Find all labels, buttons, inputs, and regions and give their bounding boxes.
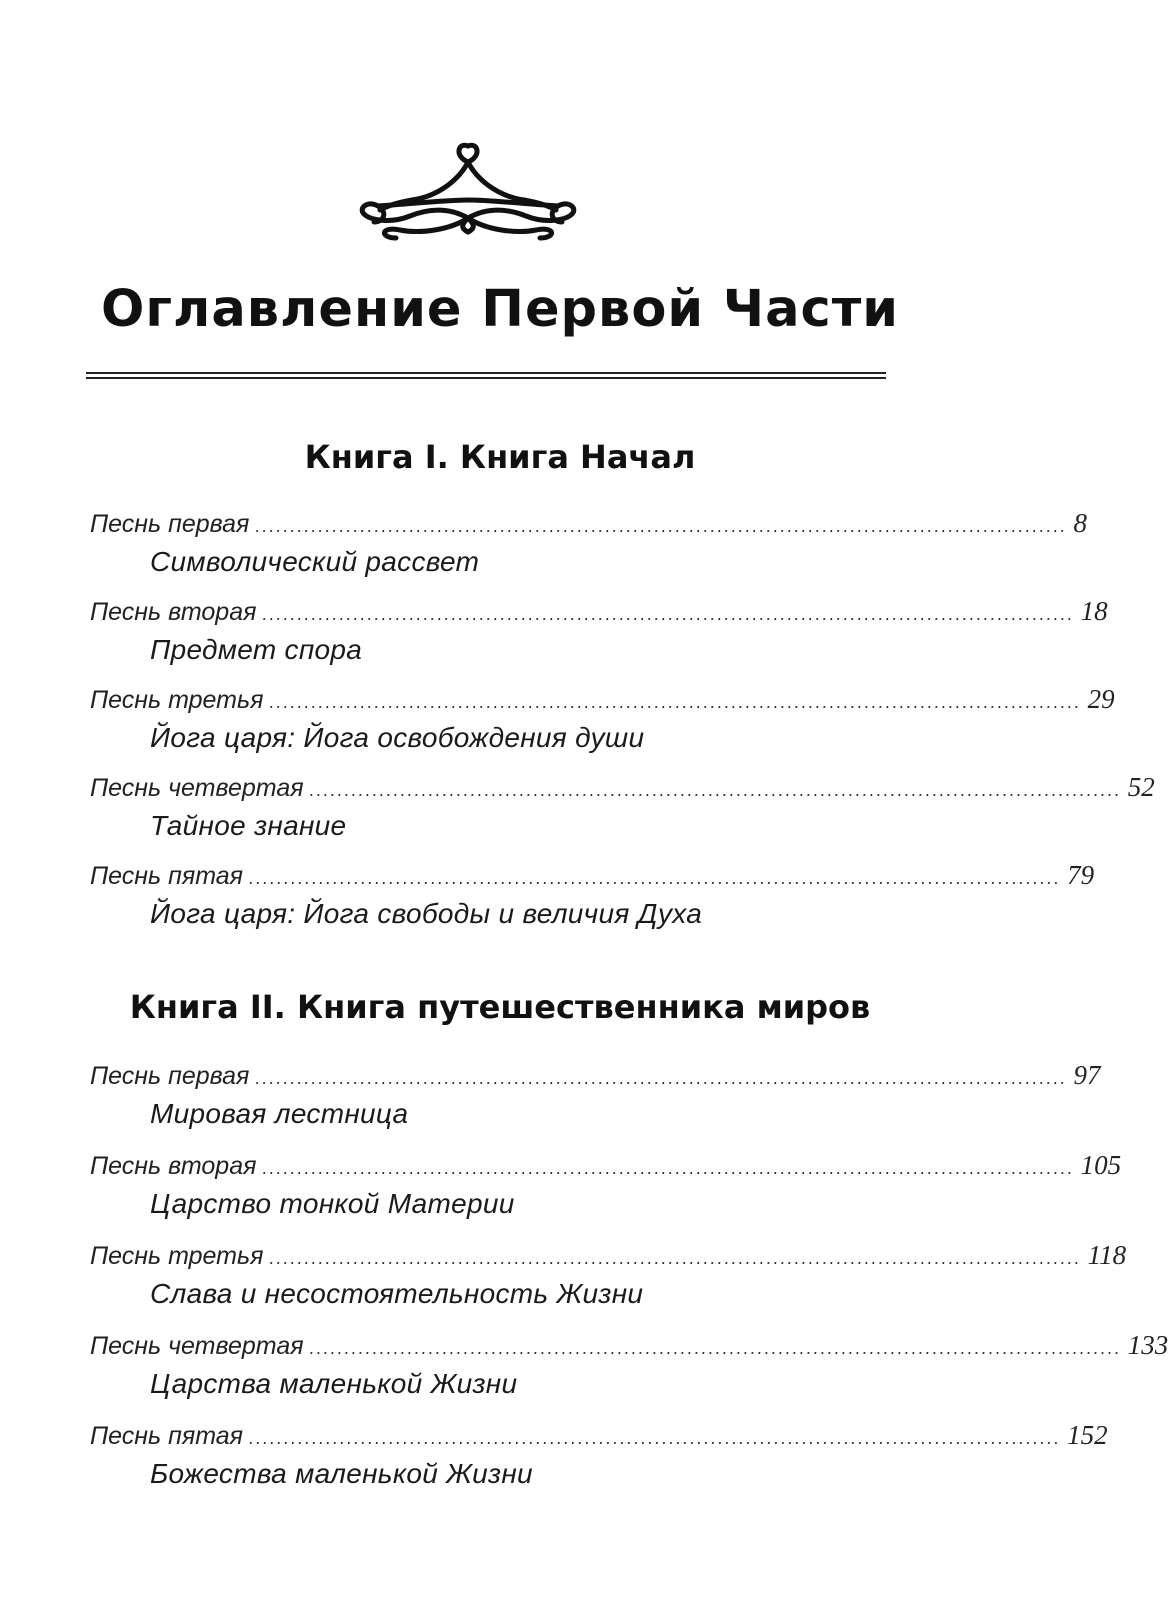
toc-entry[interactable] [90,1060,1101,1134]
page-number: 133 [1127,1330,1168,1360]
toc-entry[interactable] [90,596,1108,670]
page-title: Оглавление Первой Части [100,280,900,339]
toc-entry[interactable] [90,772,1155,846]
canto-subtitle: Слава и несостоятельность Жизни [150,1278,644,1309]
canto-subtitle: Предмет спора [150,634,363,665]
canto-subtitle: Символический рассвет [150,546,480,577]
canto-label: Песнь первая [90,510,250,538]
canto-label: Песнь третья [90,686,264,714]
toc-entry[interactable] [90,508,1088,582]
canto-label: Песнь пятая [90,1422,244,1450]
page-number: 52 [1127,772,1155,802]
book-heading: Книга II. Книга путешественника миров [129,988,871,1026]
page-number: 8 [1073,508,1088,538]
toc-entry[interactable] [90,1420,1108,1494]
canto-subtitle: Йога царя: Йога свободы и величия Духа [150,898,703,929]
page-number: 105 [1080,1150,1122,1180]
toc-entry[interactable] [90,684,1115,758]
ornament-icon [350,138,586,258]
canto-label: Песнь вторая [90,598,257,626]
dot-leader: .................................................................................................................... [249,868,1062,888]
page-number: 97 [1073,1060,1101,1090]
page-number: 29 [1087,684,1115,714]
toc-entry[interactable] [90,1150,1122,1224]
dot-leader: .................................................................................................................... [255,516,1068,536]
page-number: 18 [1080,596,1108,626]
toc-entry[interactable] [90,860,1095,934]
canto-subtitle: Божества маленькой Жизни [150,1458,533,1489]
canto-label: Песнь первая [90,1062,250,1090]
canto-subtitle: Йога царя: Йога освобождения души [150,722,645,753]
dot-leader: .................................................................................................................... [309,1338,1122,1358]
canto-subtitle: Царства маленькой Жизни [150,1368,518,1399]
dot-leader: .................................................................................................................... [269,1248,1082,1268]
dot-leader: .................................................................................................................... [262,1158,1075,1178]
canto-label: Песнь вторая [90,1152,257,1180]
toc-entry[interactable] [90,1330,1168,1404]
canto-label: Песнь третья [90,1242,264,1270]
canto-subtitle: Мировая лестница [150,1098,409,1129]
book-heading: Книга I. Книга Начал [304,438,696,476]
toc-entry[interactable] [90,1240,1127,1314]
page-number: 152 [1067,1420,1108,1450]
dot-leader: .................................................................................................................... [269,692,1082,712]
dot-leader: .................................................................................................................... [255,1068,1068,1088]
canto-label: Песнь четвертая [90,1332,304,1360]
page-number: 79 [1067,860,1095,890]
dot-leader: .................................................................................................................... [309,780,1122,800]
canto-subtitle: Тайное знание [150,810,347,841]
title-divider [86,372,886,380]
canto-subtitle: Царство тонкой Материи [150,1188,515,1219]
canto-label: Песнь пятая [90,862,244,890]
page-number: 118 [1087,1240,1127,1270]
dot-leader: .................................................................................................................... [262,604,1075,624]
canto-label: Песнь четвертая [90,774,304,802]
dot-leader: .................................................................................................................... [249,1428,1062,1448]
